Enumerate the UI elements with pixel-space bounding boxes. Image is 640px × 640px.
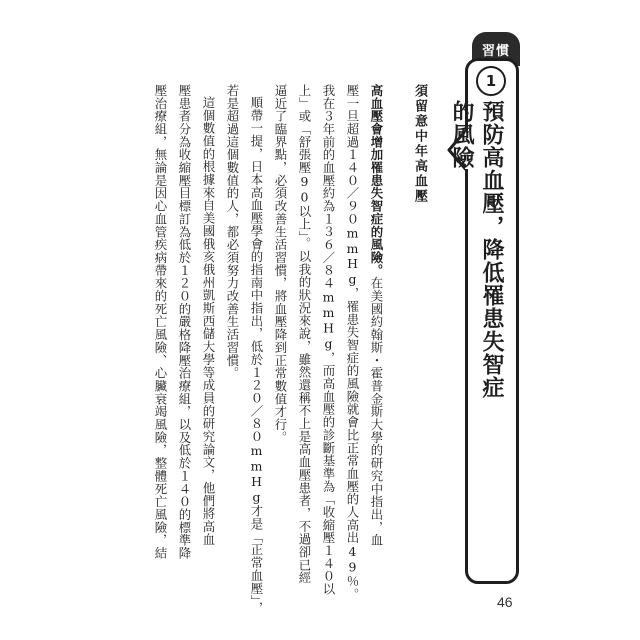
habit-label: 習慣	[481, 43, 510, 59]
body-line-8: 這個數值的根據來自美國俄亥俄州凱斯西儲大學等成員的研究論文，他們將高血	[201, 96, 216, 546]
body-line-1-rest: 在美國約翰斯・霍普金斯大學的研究中指出，血	[369, 276, 384, 547]
body-line-7: 若是超過這個數值的人，都必須努力改善生活習慣。	[225, 84, 240, 380]
habit-number: 1	[485, 72, 497, 90]
body-line-2: 壓一旦超過１４０／９０mmHg，罹患失智症的風險就會比正常血壓的人高出49％。	[345, 84, 360, 601]
page-number: 46	[497, 594, 513, 610]
chapter-title: 預防高血壓，降低罹患失智症的風險	[449, 100, 504, 399]
body-line-4: 上」或「舒張壓90以上」。以我的狀況來說，雖然還稱不上是高血壓患者，不過卻已經	[297, 84, 312, 585]
body-line-10: 壓治療組，無論是因心血管疾病帶來的死亡風險、心臟衰竭風險，整體死亡風險，結	[153, 84, 168, 560]
body-line-1-text: 高血壓會增加罹患失智症的風險。	[369, 84, 384, 277]
section-heading: 須留意中年高血壓	[412, 84, 427, 204]
body-line-5: 逼近了臨界點，必須改善生活習慣，將血壓降到正常數值才行。	[273, 84, 288, 444]
body-line-3: 我在３年前的血壓約為１３６／８４mmHg，而高血壓的診斷基準為「收縮壓１４０以	[321, 84, 336, 596]
body-line-9: 壓患者分為收縮壓目標訂為低於１２０的嚴格降壓治療組，以及低於１４０的標準降	[177, 84, 192, 560]
habit-number-badge	[476, 66, 506, 96]
body-line-6: 順帶一提，日本高血壓學會的指南中指出，低於１２０／８０mmHg才是「正常血壓」，	[249, 96, 264, 615]
body-line-1	[367, 84, 385, 547]
